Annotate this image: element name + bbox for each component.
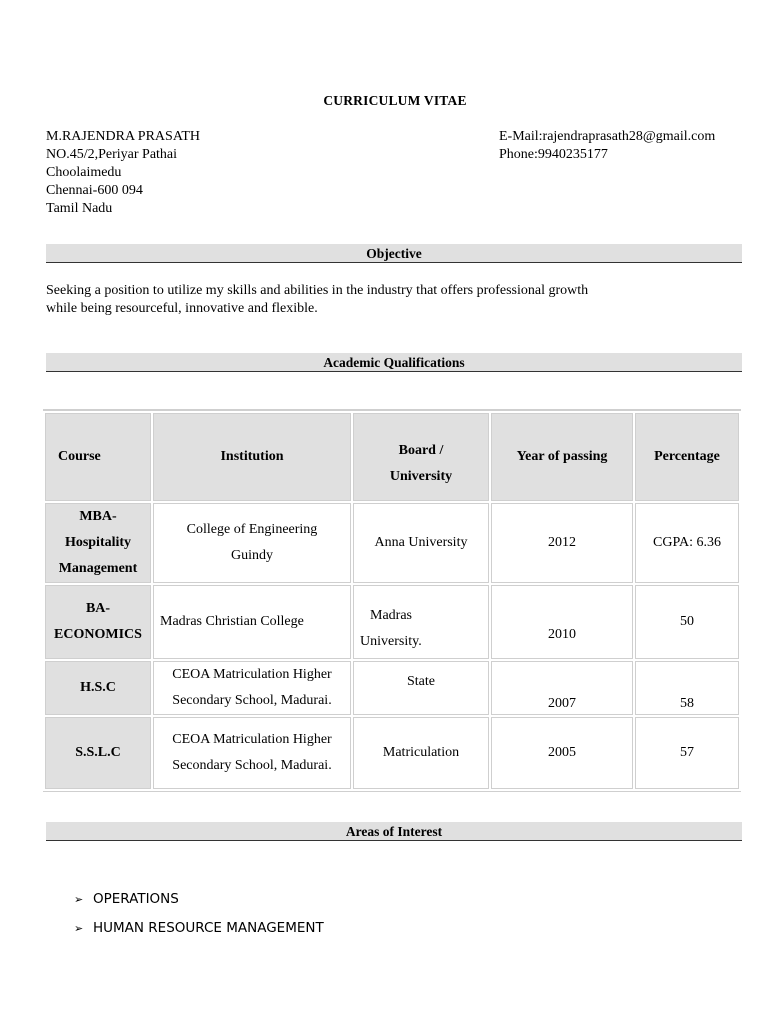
objective-line: while being resourceful, innovative and flexible. <box>46 301 318 316</box>
course-line: MBA- <box>79 509 117 524</box>
percentage-cell: CGPA: 6.36 <box>635 503 739 583</box>
board-cell: State <box>353 661 489 715</box>
arrowhead-bullet-icon: ➢ <box>74 893 84 906</box>
header-course: Course <box>45 413 151 501</box>
course-line: BA- <box>85 601 111 616</box>
course-line: Management <box>58 561 138 576</box>
header-percentage: Percentage <box>635 413 739 501</box>
email-text: E-Mail:rajendraprasath28@gmail.com <box>499 129 716 144</box>
list-item <box>74 885 324 914</box>
institution-line: College of Engineering <box>186 522 318 537</box>
institution-line: Secondary School, Madurai. <box>172 693 332 708</box>
interests-list <box>74 885 324 943</box>
course-cell: S.S.L.C <box>45 717 151 789</box>
table-row <box>45 717 739 789</box>
interest-label: OPERATIONS <box>93 891 179 907</box>
address-line: Choolaimedu <box>46 165 122 180</box>
header-board-line: University <box>389 469 453 484</box>
institution-cell <box>153 717 351 789</box>
address-line: Tamil Nadu <box>46 201 113 216</box>
percentage-cell: 57 <box>635 717 739 789</box>
header-year: Year of passing <box>491 413 633 501</box>
board-cell <box>353 585 489 659</box>
address-line: Chennai-600 094 <box>46 183 143 198</box>
year-cell: 2012 <box>491 503 633 583</box>
objective-text <box>46 282 706 318</box>
institution-line: CEOA Matriculation Higher <box>172 732 332 747</box>
applicant-name: M.RAJENDRA PRASATH <box>46 129 201 144</box>
institution-cell <box>153 661 351 715</box>
institution-line: CEOA Matriculation Higher <box>172 667 332 682</box>
course-line: ECONOMICS <box>54 627 142 642</box>
institution-cell: Madras Christian College <box>153 585 351 659</box>
header-board-line: Board / <box>398 443 444 458</box>
board-line: Madras <box>370 608 412 623</box>
percentage-cell: 58 <box>635 661 739 715</box>
percentage-cell: 50 <box>635 585 739 659</box>
address-block <box>46 128 200 218</box>
arrowhead-bullet-icon: ➢ <box>74 922 84 935</box>
board-cell: Matriculation <box>353 717 489 789</box>
objective-heading: Objective <box>46 244 742 263</box>
year-cell: 2007 <box>491 661 633 715</box>
contact-block <box>499 128 715 164</box>
institution-line: Secondary School, Madurai. <box>172 758 332 773</box>
year-cell: 2005 <box>491 717 633 789</box>
academic-heading: Academic Qualifications <box>46 353 742 372</box>
course-cell: H.S.C <box>45 661 151 715</box>
board-cell: Anna University <box>353 503 489 583</box>
institution-line: Guindy <box>231 548 273 563</box>
institution-cell <box>153 503 351 583</box>
board-line: University. <box>360 634 422 649</box>
list-item <box>74 914 324 943</box>
table-header-row <box>45 413 739 501</box>
table-row <box>45 661 739 715</box>
course-cell <box>45 503 151 583</box>
qualifications-table <box>43 409 741 792</box>
year-cell: 2010 <box>491 585 633 659</box>
table-row <box>45 585 739 659</box>
phone-text: Phone:9940235177 <box>499 147 608 162</box>
interest-label: HUMAN RESOURCE MANAGEMENT <box>93 920 324 936</box>
course-cell <box>45 585 151 659</box>
header-institution: Institution <box>153 413 351 501</box>
address-line: NO.45/2,Periyar Pathai <box>46 147 178 162</box>
document-title: CURRICULUM VITAE <box>323 93 467 108</box>
table-row <box>45 503 739 583</box>
header-board <box>353 413 489 501</box>
objective-line: Seeking a position to utilize my skills and abilities in the industry that offers professional growth <box>46 283 589 298</box>
interests-heading: Areas of Interest <box>46 822 742 841</box>
course-line: Hospitality <box>64 535 132 550</box>
